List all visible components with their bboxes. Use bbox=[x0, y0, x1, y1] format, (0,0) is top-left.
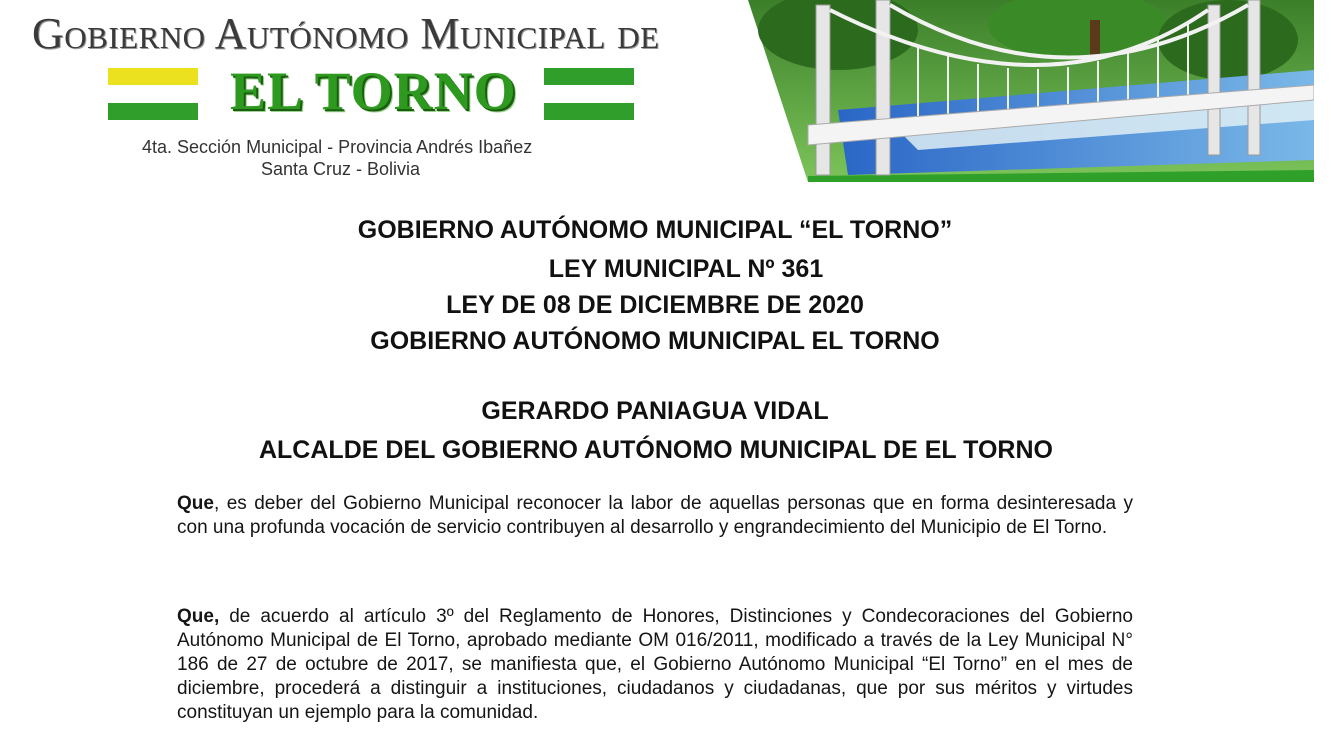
paragraph-2-text: de acuerdo al artículo 3º del Reglamento de Honores, Distinciones y Condecoraciones del Gobierno Autónomo Municipal de El Torno, aprobado mediante OM 016/2011, modificado a través de la Ley Municipal N° 186 de 27 de octubre de 2017, se manifiesta que, el Gobierno Autónomo Municipal “El Torno” en el mes de diciembre, procederá a distinguir a instituciones, ciudadanos y ciudadanas, que por sus méritos y virtudes constituyan un ejemplo para la comunidad. bbox=[177, 606, 1133, 723]
signatory-title: ALCALDE DEL GOBIERNO AUTÓNOMO MUNICIPAL DE EL TORNO bbox=[258, 436, 1053, 464]
letterhead-title: Gobierno Autónomo Municipal de bbox=[32, 9, 660, 58]
paragraph-1-text: , es deber del Gobierno Municipal reconocer la labor de aquellas personas que en forma desinteresada y con una profunda vocación de servicio contribuyen al desarrollo y engrandecimiento del Municipio de El Torno. bbox=[177, 493, 1133, 538]
flag-right-icon bbox=[544, 68, 634, 120]
header-law-number: LEY MUNICIPAL Nº 361 bbox=[548, 255, 824, 283]
suspension-bridge-illustration-icon bbox=[748, 0, 1314, 182]
letterhead-location-line2: Santa Cruz - Bolivia bbox=[261, 159, 421, 179]
header-law-date: LEY DE 08 DE DICIEMBRE DE 2020 bbox=[446, 291, 864, 319]
paragraph-1-lead: Que bbox=[177, 493, 214, 514]
header-institution: GOBIERNO AUTÓNOMO MUNICIPAL “EL TORNO” bbox=[357, 216, 953, 244]
header-municipality: GOBIERNO AUTÓNOMO MUNICIPAL EL TORNO bbox=[370, 327, 940, 355]
letterhead-location-line1: 4ta. Sección Municipal - Provincia Andrés Ibañez bbox=[142, 137, 533, 157]
paragraph-2-lead: Que, bbox=[177, 606, 220, 627]
paragraph-2 bbox=[177, 605, 1133, 725]
flag-left-icon bbox=[108, 68, 198, 120]
letterhead-subtitle: EL TORNO bbox=[230, 61, 517, 121]
paragraph-1 bbox=[177, 492, 1133, 540]
signatory-name: GERARDO PANIAGUA VIDAL bbox=[481, 397, 829, 425]
